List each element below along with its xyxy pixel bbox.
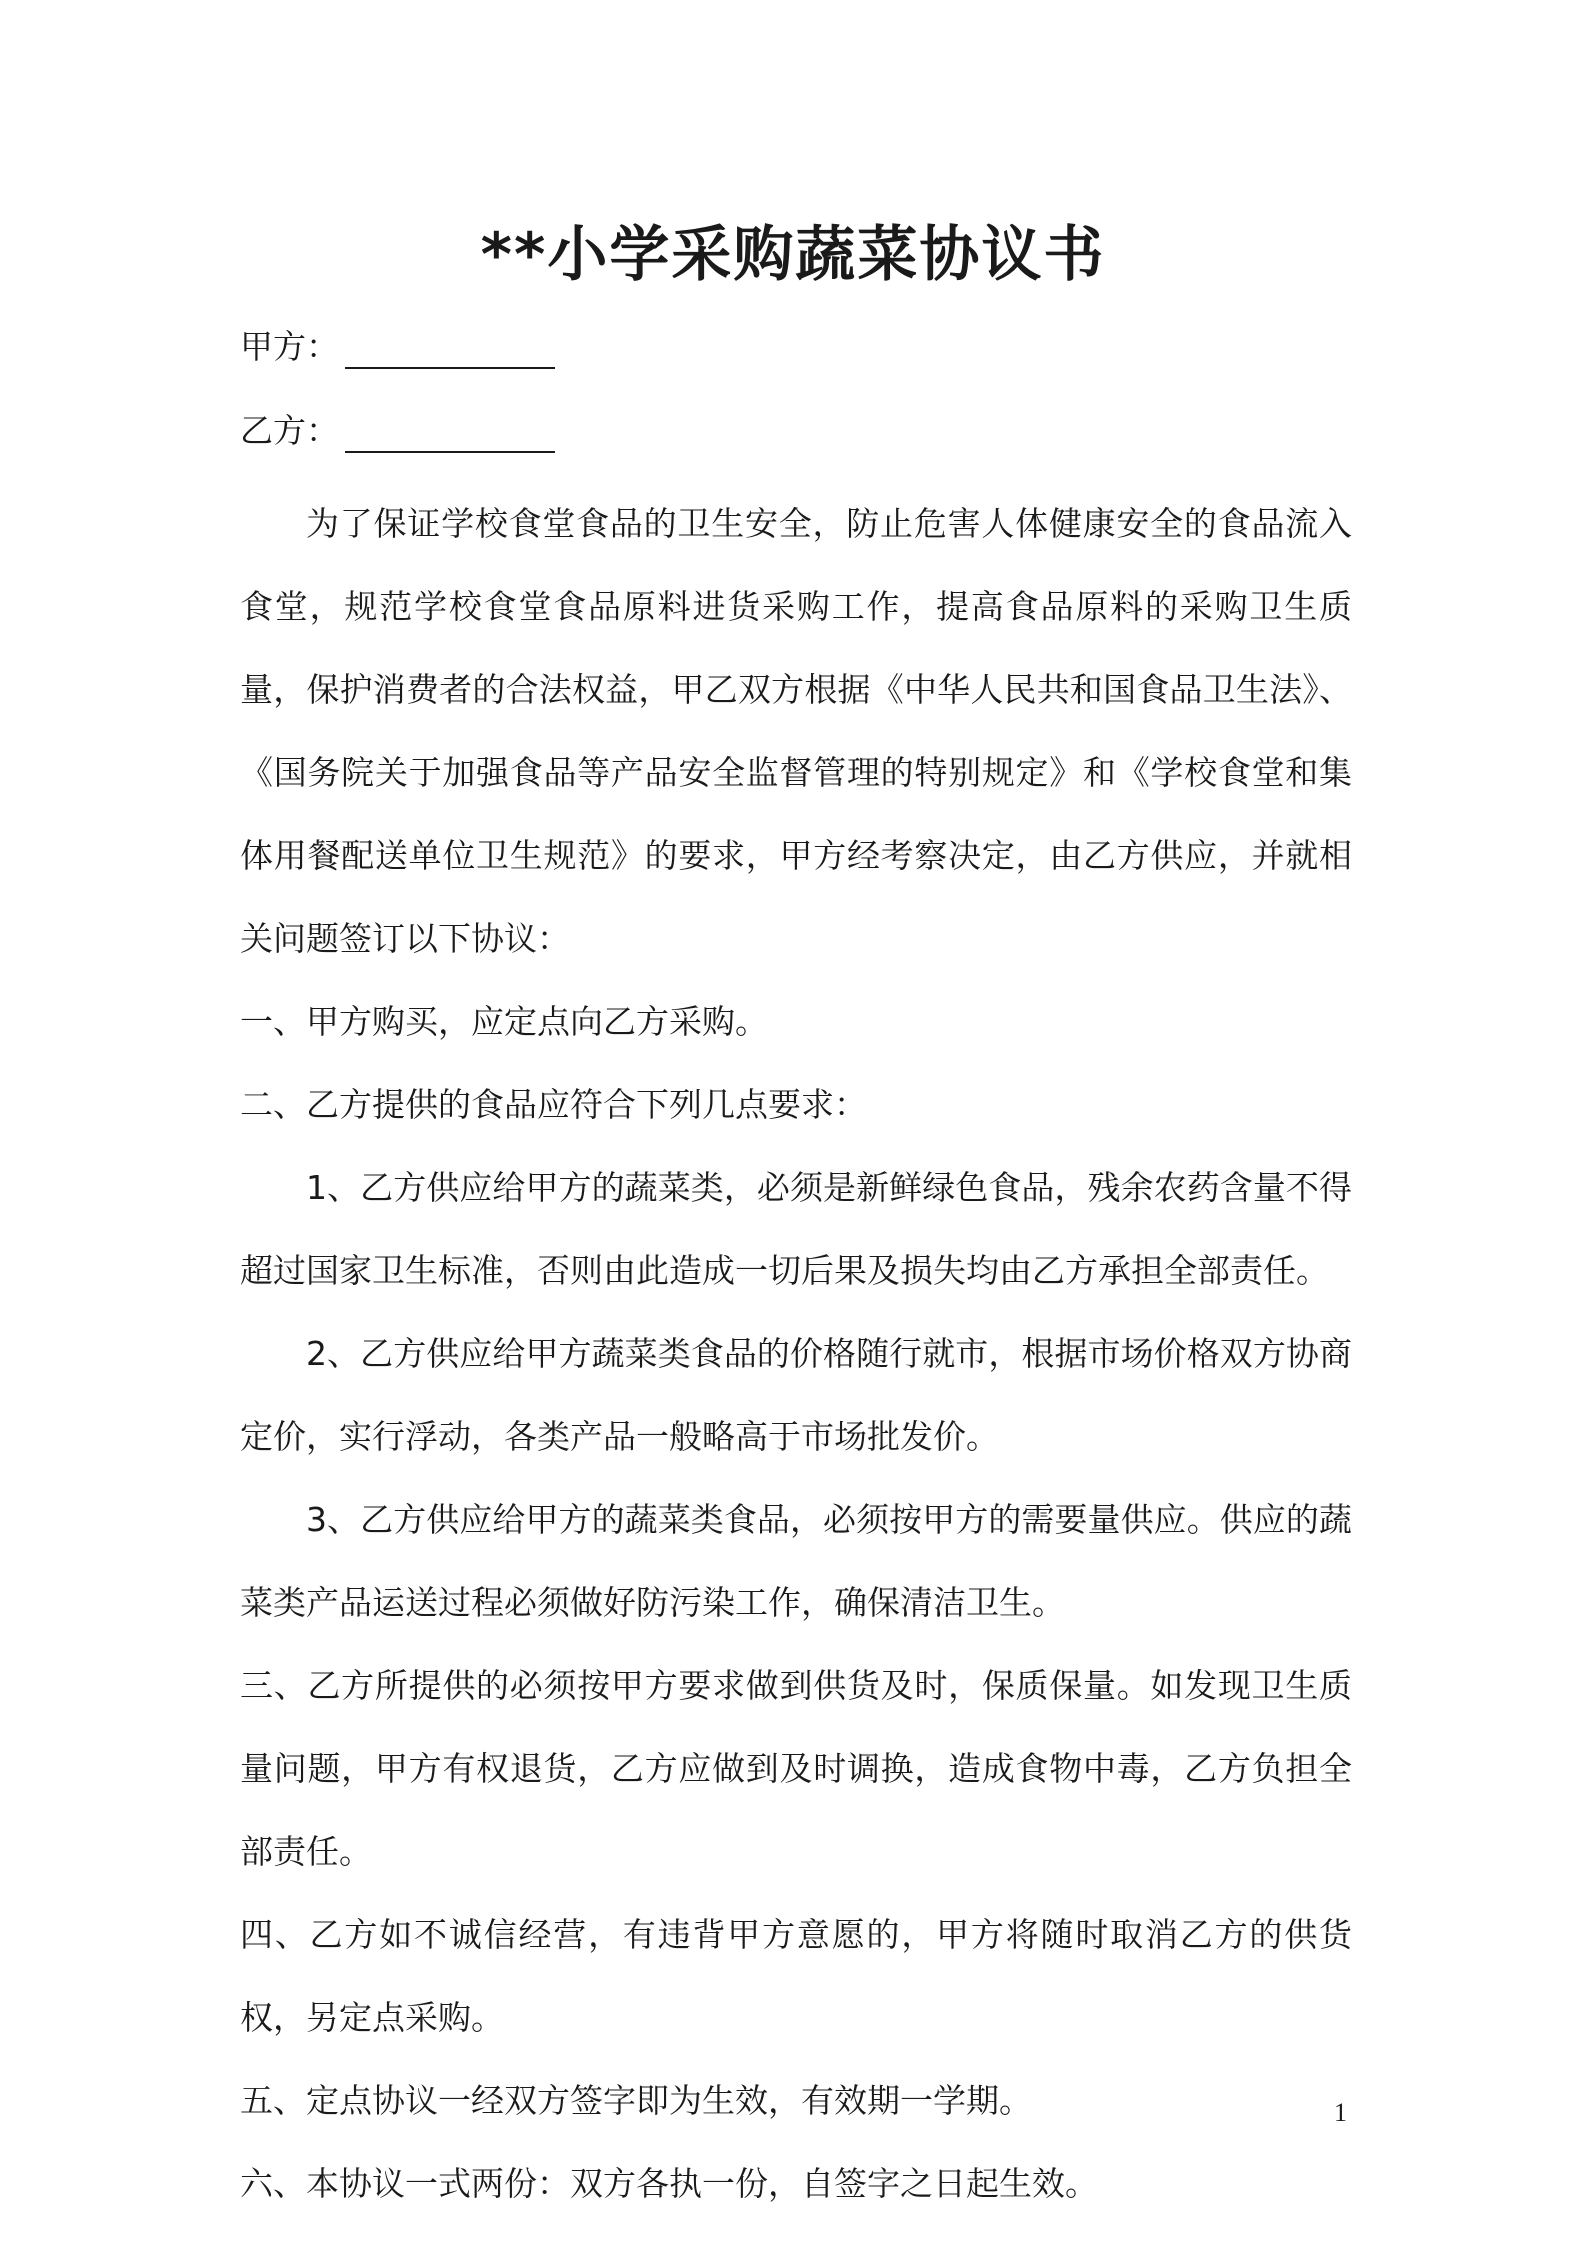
party-a-label: 甲方：: [240, 327, 339, 366]
party-b-blank: [345, 417, 555, 453]
clause-5: 五、定点协议一经双方签字即为生效，有效期一学期。: [240, 2081, 1032, 2120]
clause-2-item-2: 2、乙方供应给甲方蔬菜类食品的价格随行就市，根据市场价格双方协商定价，实行浮动，各类产品一般略高于市场批发价。: [240, 1334, 1352, 1456]
party-b-label: 乙方：: [240, 411, 339, 450]
clause-4: 四、乙方如不诚信经营，有违背甲方意愿的，甲方将随时取消乙方的供货权，另定点采购。: [240, 1915, 1352, 2037]
page-number: 1: [1334, 2098, 1347, 2127]
clause-2-item-1: 1、乙方供应给甲方的蔬菜类，必须是新鲜绿色食品，残余农药含量不得超过国家卫生标准，否则由此造成一切后果及损失均由乙方承担全部责任。: [240, 1168, 1352, 1290]
intro-paragraph: 为了保证学校食堂食品的卫生安全，防止危害人体健康安全的食品流入食堂，规范学校食堂食品原料进货采购工作，提高食品原料的采购卫生质量，保护消费者的合法权益，甲乙双方根据《中华人民共和国食品卫生法》、《国务院关于加强食品等产品安全监督管理的特别规定》和《学校食堂和集体用餐配送单位卫生规范》的要求，甲方经考察决定，由乙方供应，并就相关问题签订以下协议：: [240, 504, 1352, 958]
party-a-line: [240, 325, 555, 369]
clause-3: 三、乙方所提供的必须按甲方要求做到供货及时，保质保量。如发现卫生质量问题，甲方有权退货，乙方应做到及时调换，造成食物中毒，乙方负担全部责任。: [240, 1666, 1352, 1871]
clause-2-item-3: 3、乙方供应给甲方的蔬菜类食品，必须按甲方的需要量供应。供应的蔬菜类产品运送过程必须做好防污染工作，确保清洁卫生。: [240, 1500, 1352, 1622]
clause-6: 六、本协议一式两份：双方各执一份，自签字之日起生效。: [240, 2164, 1098, 2203]
clause-2: 二、乙方提供的食品应符合下列几点要求：: [240, 1085, 867, 1124]
party-b-line: [240, 409, 555, 453]
agreement-body: [240, 482, 1352, 2225]
clause-1: 一、甲方购买，应定点向乙方采购。: [240, 1002, 768, 1041]
page-title: **小学采购蔬菜协议书: [480, 220, 1106, 290]
party-a-blank: [345, 333, 555, 369]
